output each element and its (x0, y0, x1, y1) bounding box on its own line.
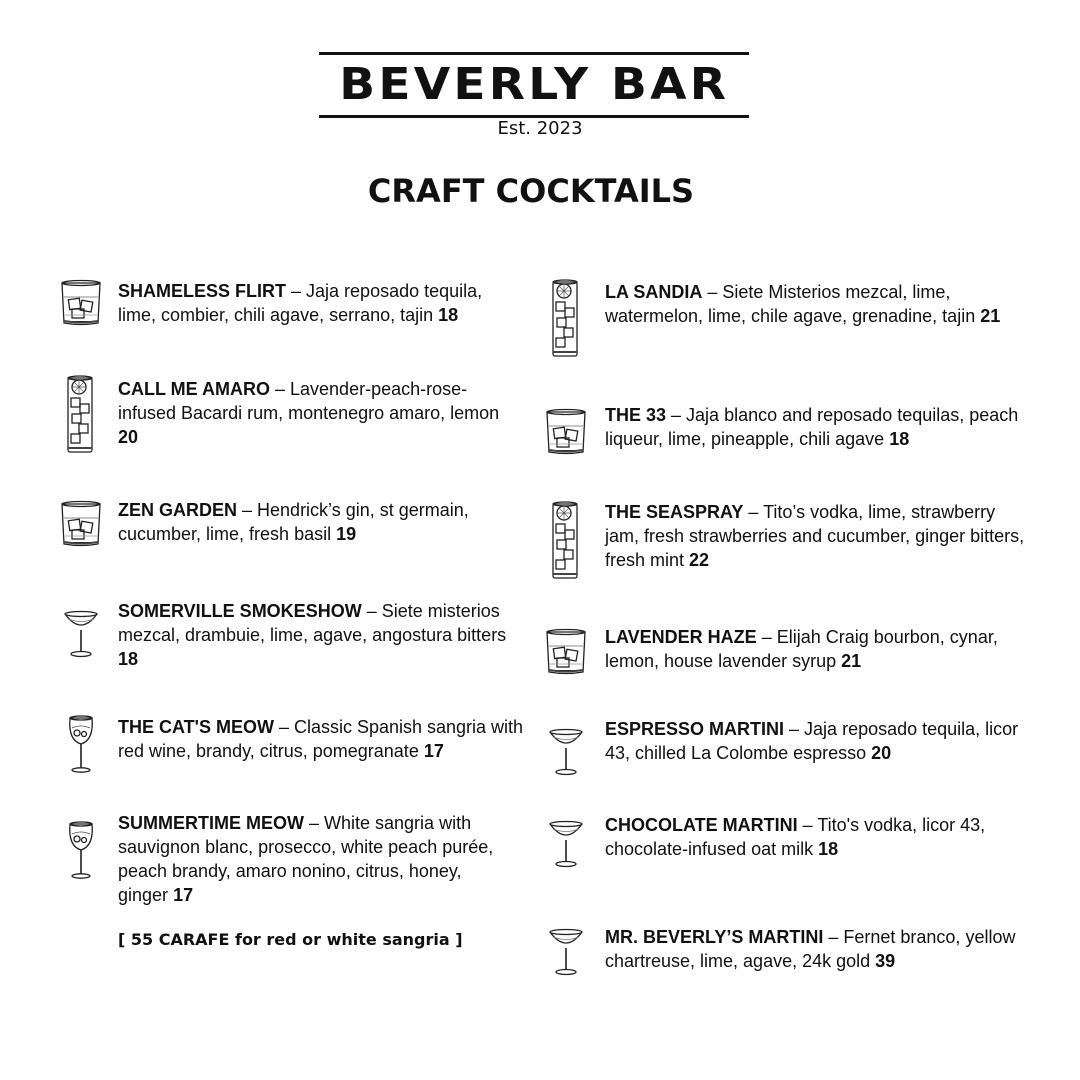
menu-item-text (605, 717, 1025, 765)
rocks-glass-icon (60, 279, 102, 327)
brand-logo (319, 52, 749, 118)
menu-item-description: Fernet branco, yellow chartreuse, lime, agave, 24k gold (605, 927, 1016, 971)
menu-item-description: Elijah Craig bourbon, cynar, lemon, house lavender syrup (605, 627, 998, 671)
separator: – (270, 379, 291, 399)
menu-item-name: LA SANDIA (605, 282, 703, 302)
menu-item-price: 18 (818, 839, 839, 859)
menu-item-price: 19 (336, 524, 357, 544)
coupe-glass-icon (548, 928, 584, 976)
menu-item-text (605, 500, 1025, 572)
separator: – (702, 282, 723, 302)
carafe-note: [ 55 CARAFE for red or white sangria ] (118, 930, 463, 949)
highball-glass-icon (550, 278, 580, 360)
menu-item-name: CALL ME AMARO (118, 379, 270, 399)
menu-item-text (118, 377, 508, 449)
menu-item-price: 17 (173, 885, 194, 905)
menu-item-description: White sangria with sauvignon blanc, prosecco, white peach purée, peach brandy, amaro nonino, citrus, honey, ginger (118, 813, 494, 905)
menu-item-text (605, 280, 1025, 328)
menu-item-name: MR. BEVERLY’S MARTINI (605, 927, 824, 947)
section-title: CRAFT COCKTAILS (367, 172, 695, 210)
separator: – (361, 601, 382, 621)
separator: – (286, 281, 307, 301)
wine-glass-icon (66, 714, 96, 774)
menu-item-name: SHAMELESS FLIRT (118, 281, 287, 301)
menu-item-text (605, 403, 1025, 451)
separator: – (743, 502, 764, 522)
menu-item-price: 21 (841, 651, 862, 671)
menu-item-description: Tito’s vodka, lime, strawberry jam, fresh strawberries and cucumber, ginger bitters, fresh mint (605, 502, 1025, 570)
menu-item-name: SOMERVILLE SMOKESHOW (118, 601, 362, 621)
menu-item-name: THE SEASPRAY (605, 502, 744, 522)
separator: – (304, 813, 325, 833)
separator: – (823, 927, 844, 947)
coupe-glass-icon (548, 728, 584, 776)
brand-name: BEVERLY BAR (339, 59, 729, 110)
menu-item-price: 20 (118, 427, 139, 447)
menu-item-price: 39 (875, 951, 896, 971)
menu-item-name: THE 33 (605, 405, 667, 425)
rocks-glass-icon (60, 500, 102, 548)
menu-item-text (118, 498, 508, 546)
menu-item-text (118, 715, 528, 763)
coupe-glass-icon (63, 610, 99, 658)
menu-item-description: Jaja reposado tequila, licor 43, chilled La Colombe espresso (605, 719, 1019, 763)
separator: – (756, 627, 777, 647)
menu-item-price: 18 (118, 649, 139, 669)
separator: – (784, 719, 805, 739)
rocks-glass-icon (545, 408, 587, 456)
menu-item-name: THE CAT'S MEOW (118, 717, 274, 737)
menu-item-name: LAVENDER HAZE (605, 627, 757, 647)
menu-item-name: ZEN GARDEN (118, 500, 238, 520)
menu-item-description: Siete Misterios mezcal, lime, watermelon, lime, chile agave, grenadine, tajin (605, 282, 976, 326)
menu-item-description: Jaja reposado tequila, lime, combier, chili agave, serrano, tajin (118, 281, 483, 325)
menu-item-text (605, 625, 1025, 673)
rocks-glass-icon (545, 628, 587, 676)
menu-item-text (118, 811, 508, 907)
menu-item-description: Hendrick’s gin, st germain, cucumber, lime, fresh basil (118, 500, 469, 544)
highball-glass-icon (65, 374, 95, 456)
menu-item-price: 18 (889, 429, 910, 449)
menu-item-price: 21 (980, 306, 1001, 326)
menu-item-text (118, 599, 508, 671)
established-year: Est. 2023 (497, 118, 583, 139)
highball-glass-icon (550, 500, 580, 582)
separator: – (237, 500, 258, 520)
menu-item-price: 20 (871, 743, 892, 763)
menu-item-name: SUMMERTIME MEOW (118, 813, 304, 833)
menu-item-description: Lavender-peach-rose-infused Bacardi rum, montenegro amaro, lemon (118, 379, 500, 423)
menu-item-price: 22 (689, 550, 710, 570)
separator: – (666, 405, 687, 425)
menu-item-price: 17 (423, 741, 444, 761)
menu-item-name: CHOCOLATE MARTINI (605, 815, 798, 835)
wine-glass-icon (66, 820, 96, 880)
menu-item-price: 18 (438, 305, 459, 325)
separator: – (797, 815, 818, 835)
separator: – (273, 717, 294, 737)
menu-item-description: Siete misterios mezcal, drambuie, lime, agave, angostura bitters (118, 601, 507, 645)
menu-item-description: Tito's vodka, licor 43, chocolate-infused oat milk (605, 815, 986, 859)
menu-item-description: Classic Spanish sangria with red wine, brandy, citrus, pomegranate (118, 717, 524, 761)
coupe-glass-icon (548, 820, 584, 868)
menu-item-text (118, 279, 508, 327)
menu-item-name: ESPRESSO MARTINI (605, 719, 785, 739)
menu-item-text (605, 813, 1025, 861)
menu-item-text (605, 925, 1025, 973)
menu-item-description: Jaja blanco and reposado tequilas, peach liqueur, lime, pineapple, chili agave (605, 405, 1019, 449)
